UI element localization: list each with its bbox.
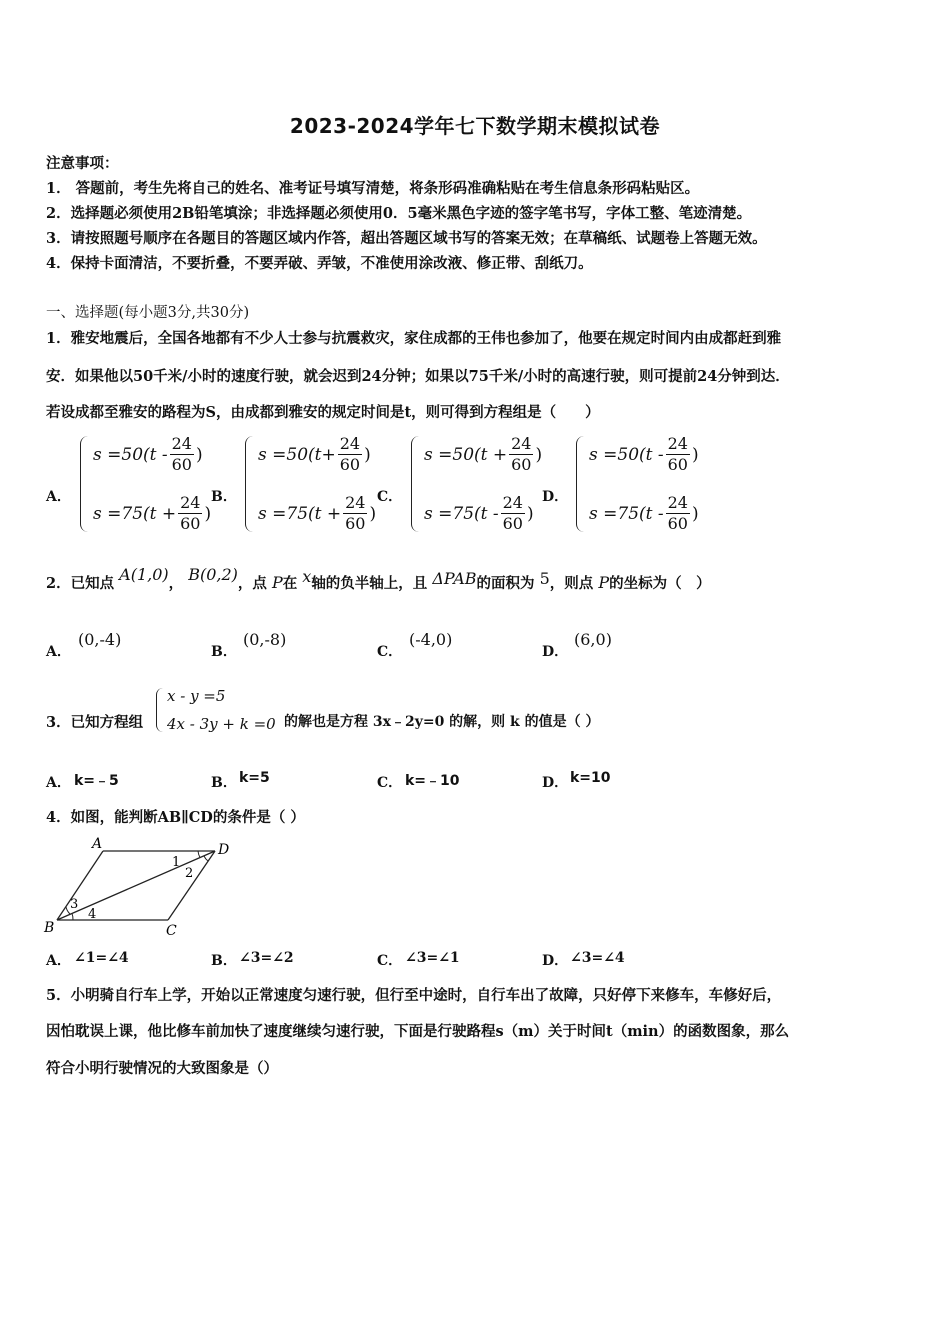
q3-option-c-label: C．	[377, 775, 403, 791]
angle-1-label: 1	[172, 855, 181, 870]
q2-option-c-value: (-4,0)	[409, 630, 453, 649]
q2-suffix: 的坐标为（ ）	[609, 575, 711, 592]
fraction-num: 24	[171, 434, 192, 453]
q3-option-d-value: k=10	[570, 770, 611, 786]
q2-text	[46, 565, 906, 593]
fraction-num: 24	[667, 434, 688, 453]
q2-triangle: ΔPAB	[432, 569, 477, 588]
q1-d-eq2: s =75(t -	[589, 503, 664, 524]
paren-close: )	[691, 444, 699, 465]
paren-close: )	[691, 503, 699, 524]
q1-option-c-system	[411, 434, 542, 534]
notice-item-1: 1． 答题前，考生先将自己的姓名、准考证号填写清楚，将条形码准确粘贴在考生信息条形码粘贴区。	[46, 180, 700, 197]
paren-close: )	[364, 444, 371, 465]
q3-suffix: 的解也是方程 3x﹣2y=0 的解，则 k 的值是（ ）	[284, 714, 600, 730]
q1-option-b-system	[245, 434, 376, 534]
q2-option-b-value: (0,-8)	[243, 630, 287, 649]
q4-option-b-value: ∠3=∠2	[239, 950, 294, 966]
section-heading: 一、选择题(每小题3分,共30分)	[46, 305, 250, 321]
paren-close: )	[526, 503, 534, 524]
paren-close: )	[195, 444, 203, 465]
fraction-den: 60	[171, 455, 192, 474]
q4-option-c-value: ∠3=∠1	[405, 950, 460, 966]
q2-option-d-label: D．	[542, 644, 569, 660]
q5-line-2: 因怕耽误上课，他比修车前加快了速度继续匀速行驶，下面是行驶路程s（m）关于时间t（min）的函数图象，那么	[46, 1023, 790, 1040]
notice-item-2: 2．选择题必须使用2B铅笔填涂；非选择题必须使用0．5毫米黑色字迹的签字笔书写，字体工整、笔迹清楚。	[46, 205, 752, 222]
q3-option-c-value: k=﹣10	[405, 773, 460, 789]
q2-p: P	[271, 573, 283, 592]
q2-option-d-value: (6,0)	[574, 630, 612, 649]
q4-option-b-label: B．	[211, 953, 237, 969]
angle-2-label: 2	[185, 866, 194, 881]
q4-text: 4．如图，能判断AB∥CD的条件是（ ）	[46, 809, 305, 826]
paren-close: )	[204, 503, 212, 524]
q1-line-2: 安．如果他以50千米/小时的速度行驶，就会迟到24分钟；如果以75千米/小时的高速行驶，则可提前24分钟到达．	[46, 368, 790, 385]
notice-heading: 注意事项：	[46, 155, 119, 172]
q2-option-c-label: C．	[377, 644, 403, 660]
q2-x: x	[302, 567, 312, 586]
q2-option-a-label: A．	[46, 644, 71, 660]
q1-b-eq2: s =75(t +	[258, 503, 342, 524]
q2-mid2: 在	[282, 575, 298, 592]
fraction-den: 60	[339, 455, 361, 474]
q2-area: 5	[539, 569, 550, 588]
vertex-b-label: B	[44, 920, 55, 936]
q2-mid5: ，则点	[549, 575, 594, 592]
paren-close: )	[535, 444, 543, 465]
fraction-num: 24	[180, 493, 201, 512]
notice-item-4: 4．保持卡面清洁，不要折叠，不要弄破、弄皱，不准使用涂改液、修正带、刮纸刀。	[46, 255, 593, 272]
page-title: 2023-2024学年七下数学期末模拟试卷	[289, 114, 661, 138]
q2-mid1: ，点	[237, 575, 267, 592]
q1-a-eq1: s =50(t -	[93, 444, 168, 465]
q4-option-c-label: C．	[377, 953, 403, 969]
q3-option-b-value: k=5	[239, 770, 270, 786]
q4-option-a-label: A．	[46, 953, 71, 969]
parallelogram-figure	[40, 834, 240, 938]
vertex-a-label: A	[92, 836, 103, 852]
q3-option-a-value: k=﹣5	[74, 773, 119, 789]
q1-d-eq1: s =50(t -	[589, 444, 664, 465]
angle-4-label: 4	[88, 907, 97, 922]
q4-option-d-label: D．	[542, 953, 569, 969]
fraction-num: 24	[345, 493, 366, 512]
q3-prefix: 3．已知方程组	[46, 714, 144, 731]
fraction-num: 24	[339, 434, 361, 453]
q1-b-eq1: s =50(t+	[258, 444, 336, 465]
q4-option-d-value: ∠3=∠4	[570, 950, 625, 966]
q2-prefix: 2．已知点	[46, 575, 115, 592]
fraction-den: 60	[667, 455, 688, 474]
q3-eq2: 4x - 3y + k =0	[167, 715, 276, 733]
q2-point-b: B(0,2)	[188, 565, 238, 584]
notice-item-3: 3．请按照题号顺序在各题目的答题区域内作答，超出答题区域书写的答案无效；在草稿纸、试题卷上答题无效。	[46, 230, 767, 247]
q3-option-d-label: D．	[542, 775, 569, 791]
q1-option-c-label: C．	[377, 489, 403, 505]
q2-option-b-label: B．	[211, 644, 237, 660]
fraction-den: 60	[511, 455, 532, 474]
vertex-c-label: C	[166, 923, 177, 938]
fraction-num: 24	[667, 493, 688, 512]
q2-mid4: 的面积为	[476, 575, 535, 592]
q1-line-3: 若设成都至雅安的路程为S，由成都到雅安的规定时间是t，则可得到方程组是（ ）	[46, 404, 600, 421]
q1-option-d-system	[576, 434, 699, 534]
q2-p2: P	[598, 573, 610, 592]
fraction-den: 60	[502, 514, 523, 533]
fraction-den: 60	[180, 514, 201, 533]
q1-option-b-label: B．	[211, 489, 237, 505]
q3-option-b-label: B．	[211, 775, 237, 791]
q3-option-a-label: A．	[46, 775, 71, 791]
fraction-num: 24	[511, 434, 532, 453]
q2-option-a-value: (0,-4)	[78, 630, 122, 649]
q3-eq1: x - y =5	[167, 687, 226, 705]
fraction-num: 24	[502, 493, 523, 512]
q2-sep: ，	[168, 575, 184, 592]
q2-mid3: 轴的负半轴上，且	[311, 575, 428, 592]
q1-option-a-label: A．	[46, 489, 71, 505]
q4-option-a-value: ∠1=∠4	[74, 950, 129, 966]
paren-close: )	[369, 503, 377, 524]
fraction-den: 60	[345, 514, 366, 533]
q1-a-eq2: s =75(t +	[93, 503, 177, 524]
fraction-den: 60	[667, 514, 688, 533]
q1-c-eq1: s =50(t +	[424, 444, 508, 465]
q1-c-eq2: s =75(t -	[424, 503, 499, 524]
angle-3-label: 3	[70, 897, 79, 912]
q2-point-a: A(1,0)	[119, 565, 169, 584]
q3-system	[156, 687, 276, 733]
q1-line-1: 1．雅安地震后，全国各地都有不少人士参与抗震救灾，家住成都的王伟也参加了，他要在规定时间内由成都赶到雅	[46, 330, 782, 347]
q5-line-1: 5．小明骑自行车上学，开始以正常速度匀速行驶，但行至中途时，自行车出了故障，只好停下来修车，车修好后，	[46, 987, 782, 1004]
q5-line-3: 符合小明行驶情况的大致图象是（）	[46, 1060, 278, 1077]
q1-option-a-system	[80, 434, 211, 534]
q1-option-d-label: D．	[542, 489, 569, 505]
vertex-d-label: D	[218, 842, 230, 858]
